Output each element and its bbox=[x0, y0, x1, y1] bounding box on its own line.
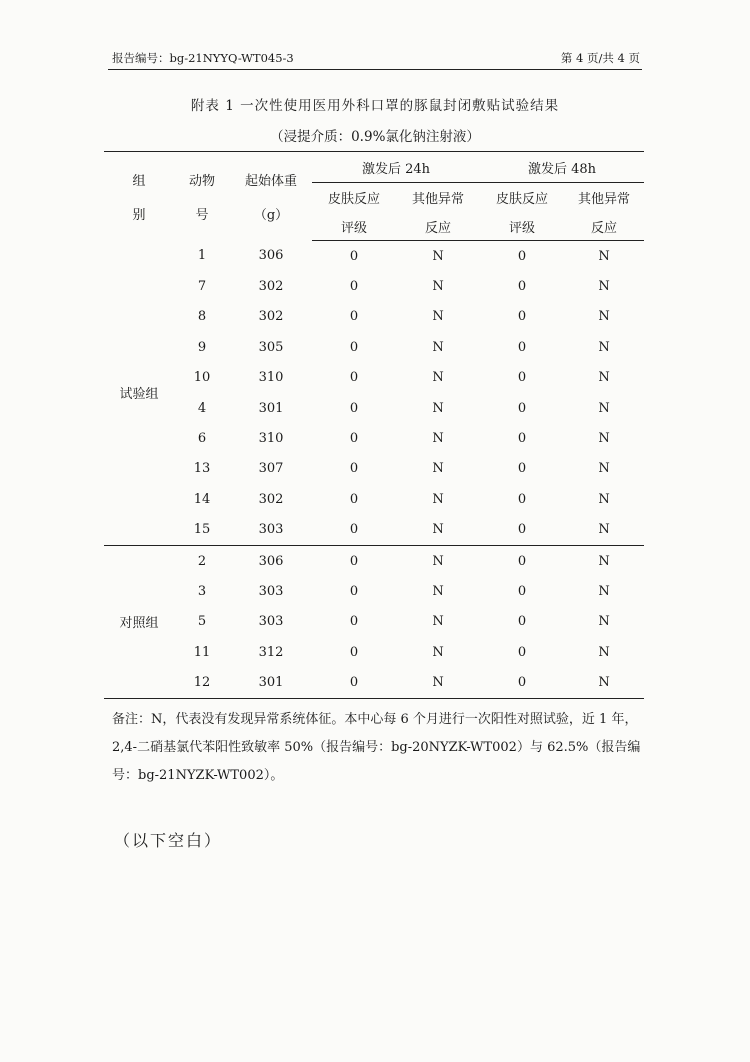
animal-id-cell: 2 bbox=[197, 553, 207, 569]
footnote: 备注：N，代表没有发现异常系统体征。本中心每 6 个月进行一次阳性对照试验，近 1 年，2,4-二硝基氯代苯阳性致敏率 50%（报告编号：bg-20NYZK-WT002）与 62.5%（报告编号：bg-21NYZK-WT002）。 bbox=[112, 712, 641, 783]
skin-grade-24h-cell: 0 bbox=[349, 431, 359, 447]
skin-grade-24h-cell: 0 bbox=[349, 461, 359, 477]
animal-id-cell: 1 bbox=[197, 248, 207, 264]
other-reaction-24h-cell: N bbox=[432, 614, 444, 630]
col-group-header: 组 别 bbox=[104, 152, 174, 241]
skin-grade-48h-cell: 0 bbox=[517, 614, 527, 630]
animal-id-cell: 5 bbox=[197, 614, 207, 630]
other-reaction-48h-cell: N bbox=[564, 667, 644, 698]
table-row bbox=[104, 484, 644, 514]
header-48h: 激发后 48h bbox=[480, 152, 644, 183]
animal-id-cell: 4 bbox=[197, 400, 207, 416]
weight-cell: 310 bbox=[258, 431, 284, 447]
other-reaction-48h-cell: N bbox=[598, 583, 610, 599]
other-reaction-24h-cell: N bbox=[432, 309, 444, 325]
weight-cell: 306 bbox=[258, 248, 284, 264]
other-reaction-48h-cell: N bbox=[598, 614, 610, 630]
other-reaction-24h-cell: N bbox=[432, 583, 444, 599]
other-reaction-24h-cell: N bbox=[432, 279, 444, 295]
animal-id-cell: 9 bbox=[197, 339, 207, 355]
weight-cell: 310 bbox=[258, 370, 284, 386]
skin-grade-48h-cell: 0 bbox=[517, 644, 527, 660]
header-24h: 激发后 24h bbox=[312, 152, 480, 183]
table-row bbox=[104, 393, 644, 423]
skin-grade-48h-cell: 0 bbox=[517, 491, 527, 507]
table-row bbox=[104, 302, 644, 332]
reaction-48h: 反应 bbox=[564, 212, 644, 241]
other-reaction-48h-cell: N bbox=[564, 515, 644, 546]
weight-cell: 302 bbox=[258, 309, 284, 325]
other-reaction-24h-cell: N bbox=[396, 667, 480, 698]
weight-cell: 307 bbox=[258, 461, 284, 477]
other-reaction-24h-cell: N bbox=[396, 515, 480, 546]
skin-grade-24h-cell: 0 bbox=[349, 309, 359, 325]
table-row bbox=[104, 454, 644, 484]
other-reaction-48h-cell: N bbox=[598, 400, 610, 416]
page-header bbox=[108, 47, 642, 70]
weight-cell: 312 bbox=[258, 644, 284, 660]
skin-grade-48h-cell: 0 bbox=[480, 515, 564, 546]
skin-grade-48h-cell: 0 bbox=[517, 309, 527, 325]
animal-id-cell: 6 bbox=[197, 431, 207, 447]
other-reaction-24h-cell: N bbox=[432, 248, 444, 264]
skin-grade-24h-cell: 0 bbox=[349, 614, 359, 630]
group-name-cell: 试验组 bbox=[104, 241, 174, 546]
skin-grade-48h-cell: 0 bbox=[517, 431, 527, 447]
weight-cell: 305 bbox=[258, 339, 284, 355]
other-reaction-48h-cell: N bbox=[598, 309, 610, 325]
table-row bbox=[104, 545, 644, 576]
other-reaction-24h-cell: N bbox=[432, 431, 444, 447]
animal-id-cell: 3 bbox=[197, 583, 207, 599]
table-subtitle: （浸提介质：0.9%氯化钠注射液） bbox=[270, 129, 480, 145]
grade-48h: 评级 bbox=[480, 212, 564, 241]
other-reaction-48h-cell: N bbox=[598, 370, 610, 386]
skin-grade-24h-cell: 0 bbox=[349, 279, 359, 295]
weight-cell: 303 bbox=[258, 614, 284, 630]
skin-grade-24h-cell: 0 bbox=[349, 491, 359, 507]
animal-id-cell: 14 bbox=[193, 491, 211, 507]
skin-grade-48h-cell: 0 bbox=[517, 583, 527, 599]
other-reaction-48h-cell: N bbox=[598, 339, 610, 355]
skin-grade-24h-cell: 0 bbox=[349, 248, 359, 264]
weight-cell: 303 bbox=[230, 515, 312, 546]
animal-id-cell: 8 bbox=[197, 309, 207, 325]
skin-grade-24h-cell: 0 bbox=[349, 370, 359, 386]
animal-id-cell: 11 bbox=[193, 644, 211, 660]
col-animal-header: 动物 号 bbox=[174, 152, 230, 241]
other-reaction-24h-cell: N bbox=[432, 553, 444, 569]
weight-cell: 301 bbox=[258, 400, 284, 416]
table-row bbox=[104, 332, 644, 362]
other-reaction-24h-cell: N bbox=[432, 370, 444, 386]
table-row bbox=[104, 363, 644, 393]
blank-marker: （以下空白） bbox=[114, 831, 223, 850]
skin-grade-48h-cell: 0 bbox=[517, 248, 527, 264]
table-row bbox=[104, 271, 644, 301]
group-name-cell: 对照组 bbox=[104, 545, 174, 698]
animal-id-cell: 10 bbox=[193, 370, 211, 386]
table-row bbox=[104, 515, 644, 546]
reaction-24h: 反应 bbox=[396, 212, 480, 241]
skin-grade-24h-cell: 0 bbox=[349, 583, 359, 599]
skin-grade-48h-cell: 0 bbox=[480, 667, 564, 698]
skin-grade-48h-cell: 0 bbox=[517, 461, 527, 477]
other-reaction-48h-cell: N bbox=[598, 279, 610, 295]
other-reaction-48h-cell: N bbox=[598, 248, 610, 264]
other-reaction-48h-cell: N bbox=[598, 644, 610, 660]
weight-cell: 302 bbox=[258, 279, 284, 295]
skin-grade-48h-cell: 0 bbox=[517, 279, 527, 295]
skin-reaction-24h: 皮肤反应 bbox=[327, 192, 380, 207]
weight-cell: 306 bbox=[258, 553, 284, 569]
skin-grade-48h-cell: 0 bbox=[517, 553, 527, 569]
animal-id-cell: 13 bbox=[193, 461, 211, 477]
table-row bbox=[104, 241, 644, 272]
other-abnormal-24h: 其他异常 bbox=[411, 192, 464, 207]
col-weight-header: 起始体重 （g） bbox=[230, 152, 312, 241]
other-reaction-24h-cell: N bbox=[432, 491, 444, 507]
grade-24h: 评级 bbox=[312, 212, 396, 241]
table-row bbox=[104, 667, 644, 698]
table-row bbox=[104, 637, 644, 667]
results-table bbox=[104, 151, 644, 699]
table-row bbox=[104, 423, 644, 453]
skin-grade-48h-cell: 0 bbox=[517, 370, 527, 386]
animal-id-cell: 7 bbox=[197, 279, 207, 295]
skin-grade-48h-cell: 0 bbox=[517, 400, 527, 416]
table-title: 附表 1 一次性使用医用外科口罩的豚鼠封闭敷贴试验结果 bbox=[190, 98, 560, 114]
other-reaction-24h-cell: N bbox=[432, 644, 444, 660]
skin-grade-24h-cell: 0 bbox=[349, 553, 359, 569]
other-reaction-48h-cell: N bbox=[598, 461, 610, 477]
skin-reaction-48h: 皮肤反应 bbox=[495, 192, 548, 207]
other-reaction-24h-cell: N bbox=[432, 339, 444, 355]
other-reaction-24h-cell: N bbox=[432, 461, 444, 477]
other-reaction-48h-cell: N bbox=[598, 431, 610, 447]
table-row bbox=[104, 576, 644, 606]
skin-grade-48h-cell: 0 bbox=[517, 339, 527, 355]
skin-grade-24h-cell: 0 bbox=[349, 400, 359, 416]
other-reaction-24h-cell: N bbox=[432, 400, 444, 416]
other-reaction-48h-cell: N bbox=[598, 491, 610, 507]
skin-grade-24h-cell: 0 bbox=[312, 515, 396, 546]
table-row bbox=[104, 607, 644, 637]
skin-grade-24h-cell: 0 bbox=[349, 339, 359, 355]
animal-id-cell: 15 bbox=[174, 515, 230, 546]
weight-cell: 302 bbox=[258, 491, 284, 507]
skin-grade-24h-cell: 0 bbox=[312, 667, 396, 698]
weight-cell: 303 bbox=[258, 583, 284, 599]
weight-cell: 301 bbox=[230, 667, 312, 698]
other-reaction-48h-cell: N bbox=[598, 553, 610, 569]
skin-grade-24h-cell: 0 bbox=[349, 644, 359, 660]
other-abnormal-48h: 其他异常 bbox=[577, 192, 630, 207]
animal-id-cell: 12 bbox=[174, 667, 230, 698]
report-number: 报告编号：bg-21NYYQ-WT045-3 bbox=[112, 51, 294, 65]
page-number: 第 4 页/共 4 页 bbox=[560, 51, 640, 65]
